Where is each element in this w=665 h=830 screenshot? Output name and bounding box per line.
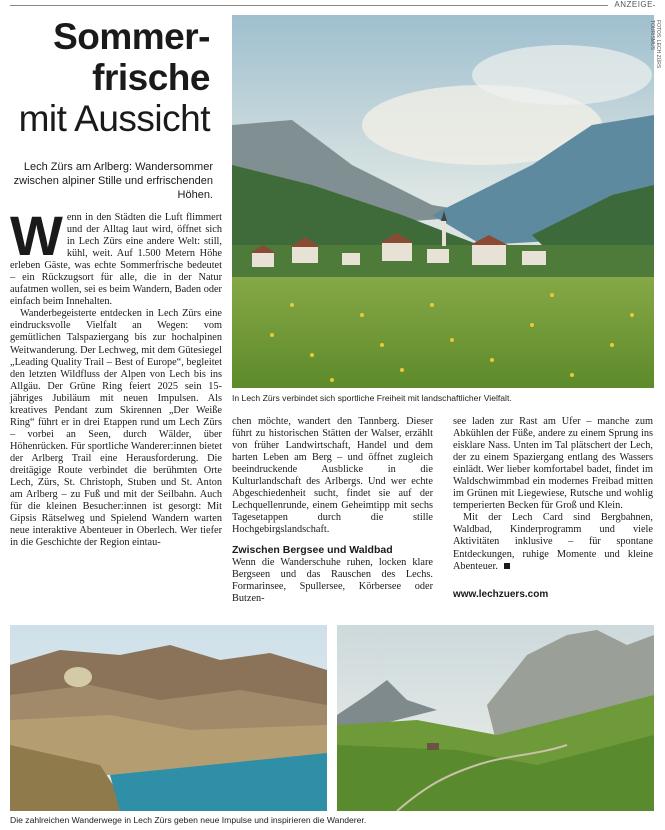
advertisement-label: ANZEIGE: [608, 0, 653, 9]
main-photo-lech-village: [232, 15, 654, 388]
paragraph-hiking: Wanderbegeisterte entdecken in Lech Zürs eine eindrucksvolle Vielfalt an Wegen: vom gemütlichen Talspaziergang bis zur hochalpinen Weitwanderung. Der Lechweg, mit dem Gütesiegel „Leading Quality Trail – Best of Europe“, begleitet den letzten Wildfluss der Alpen von Lech bis ins Allgäu. Der Grüne Ring feiert 2025 sein 15-jähriges Jubiläum mit neuen Impulsen. Als kreatives Pendant zum Skirennen „Der Weiße Ring“ führt er in drei Etappen rund um Lech Zürs – vorbei an Seen, durch Wälder, über Höhenrücken. Für sportliche Wanderer:innen bietet der Arlberg Trail eine Herausforderung. Die dreitägige Route verbindet die berühmten Orte Lech, Zürs, St. Christoph, Stuben und St. Anton am Arlberg – zu Fuß und mit der Seilbahn. Auch für die kleinen Besucher:innen ist gesorgt: Mit Gipsis Rätselweg und Spielend Wandern warten neue interaktive Abenteuer in Oberlech. Wer tiefer in die Geschichte der Region eintau-: [10, 308, 222, 549]
subhead-bergsee: Zwischen Bergsee und Waldbad: [232, 544, 393, 557]
end-mark-icon: [504, 563, 510, 569]
paragraph-intro: enn in den Städten die Luft flimmert und der Alltag laut wird, öffnet sich in Lech Zürs eine andere Welt: still, kühl, weit. Auf 1.500 Metern Höhe erleben Gäste, was echte Sommerfrische bedeutet – ein Rückzugsort für alle, die in der Natur aufatmen wollen, sei es beim Wandern, Baden oder einfach beim Innehalten.: [10, 212, 222, 308]
paragraph-lakes-cont: see laden zur Rast am Ufer – manche zum Abkühlen der Füße, andere zu einem Sprung ins eisklare Nass. Unten im Tal plätschert der Lech, der zu einem Spaziergang entlang des Wassers einlädt. Wer lieber komfortabel badet, findet im Waldschwimmbad ein modernes Freibad mitten im Grünen mit Liegewiese, Rutsche und wohlig temperierten Becken für Groß und Klein.: [453, 416, 653, 512]
top-rule: [10, 5, 655, 6]
photo-credit: FOTOS: LECH ZÜRS TOURISMUS: [649, 20, 661, 69]
drop-cap: W: [10, 204, 63, 267]
website-link[interactable]: www.lechzuers.com: [453, 588, 549, 600]
lead-text: Lech Zürs am Arlberg: Wandersommer zwischen alpiner Stille und erfrischenden Höhen.: [13, 161, 213, 201]
body-column-3: [453, 416, 653, 601]
headline: [10, 16, 210, 139]
paragraph-lech-card: Mit der Lech Card sind Bergbahnen, Waldbad, Kinderprogramm und viele Aktivitäten inklusive – für spontane Entdeckungen, ruhige Momente und kleine Abenteuer.: [453, 512, 653, 572]
body-column-2: [232, 416, 433, 605]
headline-line-1: Sommer-: [53, 16, 210, 57]
bottom-photos-caption: Die zahlreichen Wanderwege in Lech Zürs geben neue Impulse und inspirieren die Wanderer.: [10, 815, 367, 825]
headline-line-3: mit Aussicht: [18, 98, 210, 139]
paragraph-lakes: Wenn die Wanderschuhe ruhen, locken klare Bergseen und das Rauschen des Lechs. Formarinsee, Spullersee, Körbersee oder Butzen-: [232, 556, 433, 604]
body-column-1: [10, 204, 222, 549]
headline-line-2: frische: [92, 57, 210, 98]
main-photo-caption: In Lech Zürs verbindet sich sportliche Freiheit mit landschaftlicher Vielfalt.: [232, 393, 512, 403]
photo-alpine-meadow: [337, 625, 654, 811]
photo-mountain-lake: [10, 625, 327, 811]
paragraph-hiking-cont: chen möchte, wandert den Tannberg. Dieser führt zu historischen Stätten der Walser, erzählt von früher Landwirtschaft, Handel und dem harten Leben am Berg – und öffnet zugleich beeindruckende Ausblicke in die Kulturlandschaft des Arlbergs. Und wer echte Abgeschiedenheit sucht, findet sie auf der Lechquellenrunde, einem Geheimtipp mit sechs Tagesetappen durch die stille Hochgebirgslandschaft.: [232, 416, 433, 536]
